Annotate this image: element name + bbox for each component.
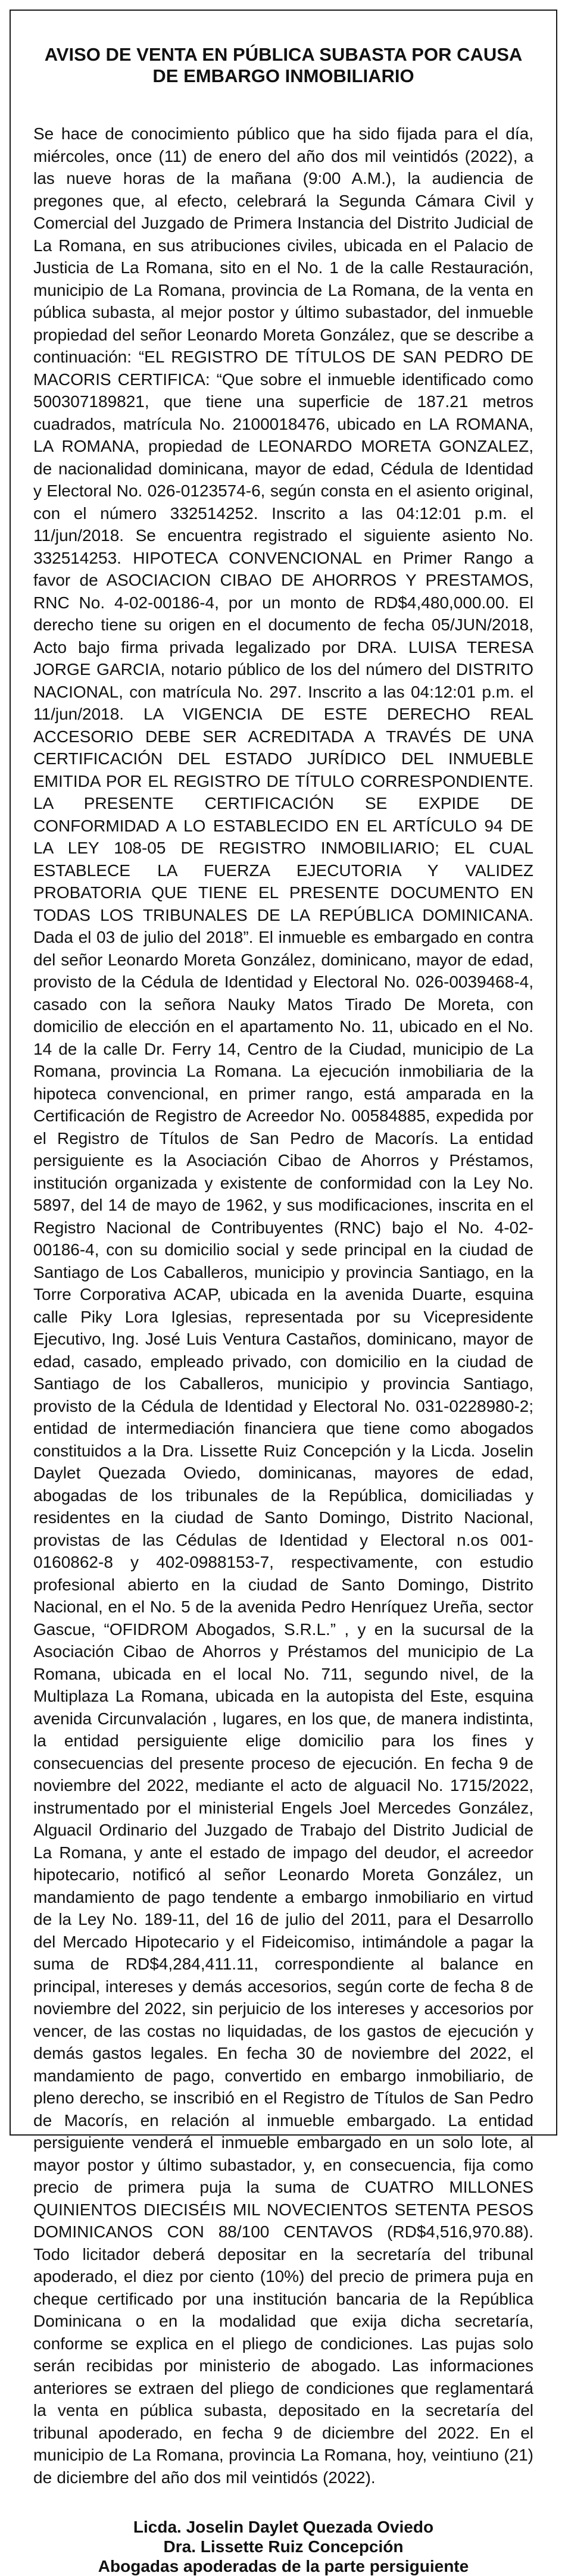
legal-notice [10, 10, 557, 2575]
signature-block [33, 2517, 533, 2576]
notice-title-line-1: AVISO DE VENTA EN PÚBLICA SUBASTA POR CAUSA [44, 44, 523, 65]
signature-line-1: Licda. Joselin Daylet Quezada Oviedo [133, 2518, 434, 2536]
signature-line-3: Abogadas apoderadas de la parte persiguiente [98, 2557, 469, 2575]
signature-line-2: Dra. Lissette Ruiz Concepción [163, 2537, 404, 2556]
notice-body: Se hace de conocimiento público que ha sido fijada para el día, miércoles, once (11) de enero del año dos mil veintidós (2022), a las nueve horas de la mañana (9:00 A.M.), la audiencia de pregones que, al efecto, celebrará la Segunda Cámara Civil y Comercial del Juzgado de Primera Instancia del Distrito Judicial de La Romana, en sus atribuciones civiles, ubicada en el Palacio de Justicia de La Romana, sito en el No. 1 de la calle Restauración, municipio de La Romana, provincia de La Romana, de la venta en pública subasta, al mejor postor y último subastador, del inmueble propiedad del señor Leonardo Moreta González, que se describe a continuación: “EL REGISTRO DE TÍTULOS DE SAN PEDRO DE MACORIS CERTIFICA: “Que sobre el inmueble identificado como 500307189821, que tiene una superficie de 187.21 metros cuadrados, matrícula No. 2100018476, ubicado en LA ROMANA, LA ROMANA, propiedad de LEONARDO MORETA GONZALEZ, de nacionalidad dominicana, mayor de edad, Cédula de Identidad y Electoral No. 026-0123574-6, según consta en el asiento original, con el número 332514252. Inscrito a las 04:12:01 p.m. el 11/jun/2018. Se encuentra registrado el siguiente asiento No. 332514253. HIPOTECA CONVENCIONAL en Primer Rango a favor de ASOCIACION CIBAO DE AHORROS Y PRESTAMOS, RNC No. 4-02-00186-4, por un monto de RD$4,480,000.00. El derecho tiene su origen en el documento de fecha 05/JUN/2018, Acto bajo firma privada legalizado por DRA. LUISA TERESA JORGE GARCIA, notario público de los del número del DISTRITO NACIONAL, con matrícula No. 297. Inscrito a las 04:12:01 p.m. el 11/jun/2018. LA VIGENCIA DE ESTE DERECHO REAL ACCESORIO DEBE SER ACREDITADA A TRAVÉS DE UNA CERTIFICACIÓN DEL ESTADO JURÍDICO DEL INMUEBLE EMITIDA POR EL REGISTRO DE TÍTULO CORRESPONDIENTE. LA PRESENTE CERTIFICACIÓN SE EXPIDE DE CONFORMIDAD A LO ESTABLECIDO EN EL ARTÍCULO 94 DE LA LEY 108-05 DE REGISTRO INMOBILIARIO; EL CUAL ESTABLECE LA FUERZA EJECUTORIA Y VALIDEZ PROBATORIA QUE TIENE EL PRESENTE DOCUMENTO EN TODAS LOS TRIBUNALES DE LA REPÚBLICA DOMINICANA. Dada el 03 de julio del 2018”. El inmueble es embargado en contra del señor Leonardo Moreta González, dominicano, mayor de edad, provisto de la Cédula de Identidad y Electoral No. 026-0039468-4, casado con la señora Nauky Matos Tirado De Moreta, con domicilio de elección en el apartamento No. 11, ubicado en el No. 14 de la calle Dr. Ferry 14, Centro de la Ciudad, municipio de La Romana, provincia La Romana. La ejecución inmobiliaria de la hipoteca convencional, en primer rango, está amparada en la Certificación de Registro de Acreedor No. 00584885, expedida por el Registro de Títulos de San Pedro de Macorís. La entidad persiguiente es la Asociación Cibao de Ahorros y Préstamos, institución organizada y existente de conformidad con la Ley No. 5897, del 14 de mayo de 1962, y sus modificaciones, inscrita en el Registro Nacional de Contribuyentes (RNC) bajo el No. 4-02-00186-4, con su domicilio social y sede principal en la ciudad de Santiago de Los Caballeros, municipio y provincia Santiago, en la Torre Corporativa ACAP, ubicada en la avenida Duarte, esquina calle Piky Lora Iglesias, representada por su Vicepresidente Ejecutivo, Ing. José Luis Ventura Castaños, dominicano, mayor de edad, casado, empleado privado, con domicilio en la ciudad de Santiago de los Caballeros, municipio y provincia Santiago, provisto de la Cédula de Identidad y Electoral No. 031-0228980-2; entidad de intermediación financiera que tiene como abogados constituidos a la Dra. Lissette Ruiz Concepción y la Licda. Joselin Daylet Quezada Oviedo, dominicanas, mayores de edad, abogadas de los tribunales de la República, domiciliadas y residentes en la ciudad de Santo Domingo, Distrito Nacional, provistas de las Cédulas de Identidad y Electoral n.os 001-0160862-8 y 402-0988153-7, respectivamente, con estudio profesional abierto en la ciudad de Santo Domingo, Distrito Nacional, en el No. 5 de la avenida Pedro Henríquez Ureña, sector Gascue, “OFIDROM Abogados, S.R.L.” , y en la sucursal de la Asociación Cibao de Ahorros y Préstamos del municipio de La Romana, ubicada en el local No. 711, segundo nivel, de la Multiplaza La Romana, ubicada en la autopista del Este, esquina avenida Circunvalación , lugares, en los que, de manera indistinta, la entidad persiguiente elige domicilio para los fines y consecuencias del presente proceso de ejecución. En fecha 9 de noviembre del 2022, mediante el acto de alguacil No. 1715/2022, instrumentado por el ministerial Engels Joel Mercedes González, Alguacil Ordinario del Juzgado de Trabajo del Distrito Judicial de La Romana, y ante el estado de impago del deudor, el acreedor hipotecario, notificó al señor Leonardo Moreta González, un mandamiento de pago tendente a embargo inmobiliario en virtud de la Ley No. 189-11, del 16 de julio del 2011, para el Desarrollo del Mercado Hipotecario y el Fideicomiso, intimándole a pagar la suma de RD$4,284,411.11, correspondiente al balance en principal, intereses y demás accesorios, según corte de fecha 8 de noviembre del 2022, sin perjuicio de los intereses y accesorios por vencer, de las costas no liquidadas, de los gastos de ejecución y demás gastos legales. En fecha 30 de noviembre del 2022, el mandamiento de pago, convertido en embargo inmobiliario, de pleno derecho, se inscribió en el Registro de Títulos de San Pedro de Macorís, en relación al inmueble embargado. La entidad persiguiente venderá el inmueble embargado en un solo lote, al mayor postor y último subastador, y, en consecuencia, fija como precio de primera puja la suma de CUATRO MILLONES QUINIENTOS DIECISÉIS MIL NOVECIENTOS SETENTA PESOS DOMINICANOS CON 88/100 CENTAVOS (RD$4,516,970.88). Todo licitador deberá depositar en la secretaría del tribunal apoderado, el diez por ciento (10%) del precio de primera puja en cheque certificado por una institución bancaria de la República Dominicana o en la modalidad que exija dicha secretaría, conforme se explica en el pliego de condiciones. Las pujas solo serán recibidas por ministerio de abogado. Las informaciones anteriores se extraen del pliego de condiciones que reglamentará la venta en pública subasta, depositado en la secretaría del tribunal apoderado, en fecha 9 de diciembre del 2022. En el municipio de La Romana, provincia La Romana, hoy, veintiuno (21) de diciembre del año dos mil veintidós (2022). [33, 124, 533, 2487]
notice-title [33, 44, 533, 87]
notice-title-line-2: DE EMBARGO INMOBILIARIO [152, 65, 414, 86]
